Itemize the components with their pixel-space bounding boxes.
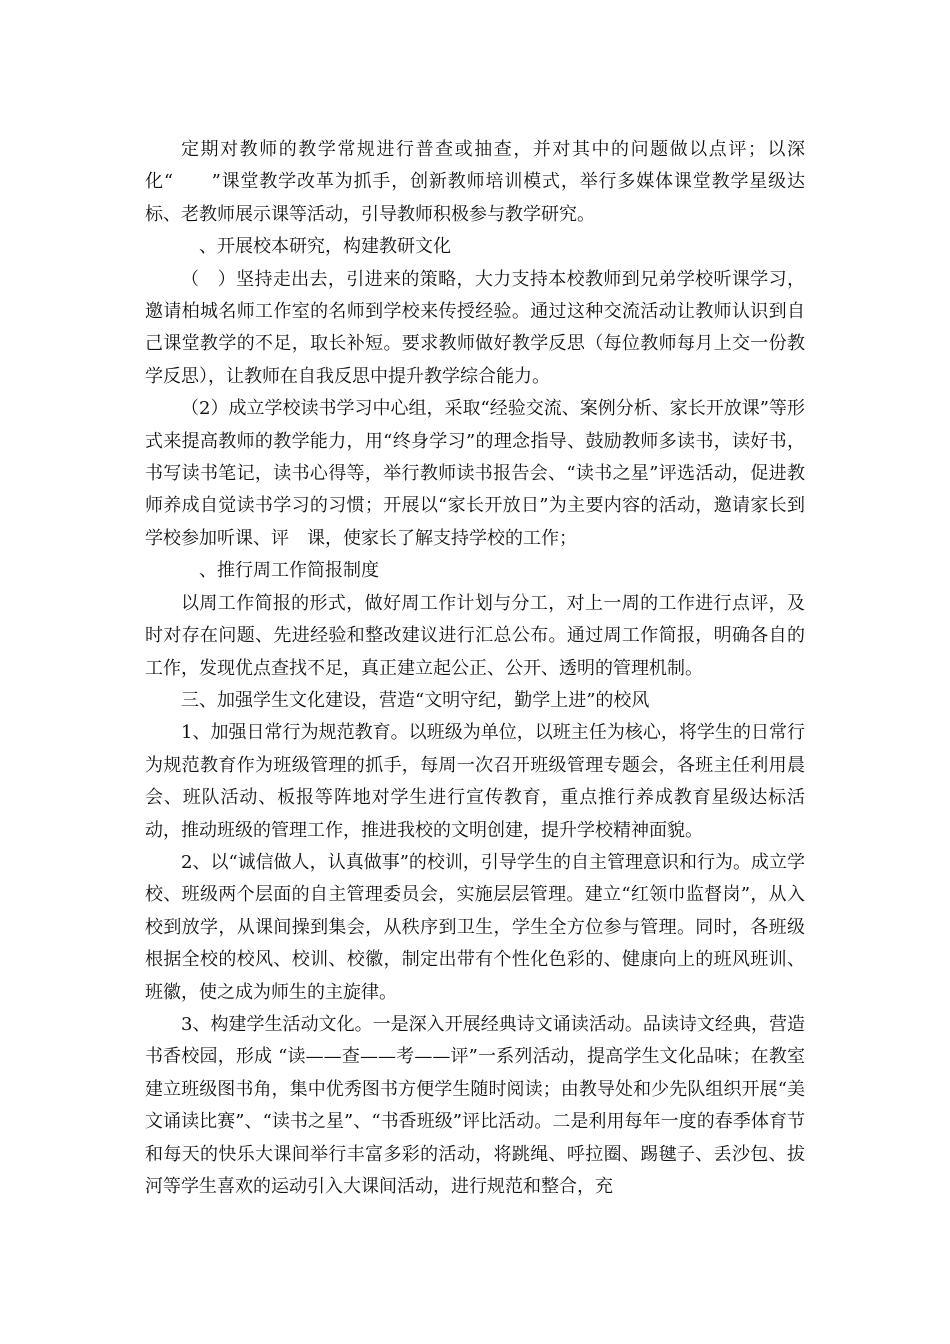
section-heading-weekly-report: 、推行周工作简报制度 xyxy=(181,560,379,582)
paragraph-student-activities: 3、构建学生活动文化。一是深入开展经典诗文诵读活动。品读诗文经典，营造书香校园，形成 “读——查——考——评”一系列活动，提高学生文化品味；在教室建立班级图书角，集中优秀图书方便学生随时阅读；由教导处和少先队组织开展“美文诵读比赛”、“读书之星”、“书香班级”评比活动。二是利用每年一度的春季体育节和每天的快乐大课间举行丰富多彩的活动，将跳绳、呼拉圈、踢毽子、丢沙包、拔河等学生喜欢的运动引入大课间活动，进行规范和整合，充 xyxy=(145,1013,805,1197)
section-heading-school-research: 、开展校本研究，构建教研文化 xyxy=(181,236,451,258)
paragraph-go-out-bring-in: （ ）坚持走出去，引进来的策略，大力支持本校教师到兄弟学校听课学习，邀请柏城名师工作室的名师到学校来传授经验。通过这种交流活动让教师认识到自己课堂教学的不足，取长补短。要求教师做好教学反思（每位教师每月上交一份教学反思），让教师在自我反思中提升教学综合能力。 xyxy=(145,268,805,387)
paragraph-school-motto: 2、以“诚信做人，认真做事”的校训，引导学生的自主管理意识和行为。成立学校、班级两个层面的自主管理委员会，实施层层管理。建立“红领巾监督岗”，从入校到放学，从课间操到集会，从秩序到卫生，学生全方位参与管理。同时，各班级根据全校的校风、校训、校徽，制定出带有个性化色彩的、健康向上的班风班训、班徽，使之成为师生的主旋律。 xyxy=(145,851,805,1003)
paragraph-reading-group: （2）成立学校读书学习中心组，采取“经验交流、案例分析、家长开放课”等形式来提高教师的教学能力，用“终身学习”的理念指导、鼓励教师多读书，读好书，书写读书笔记，读书心得等，举行教师读书报告会、“读书之星”评选活动，促进教师养成自觉读书学习的习惯；开展以“家长开放日”为主要内容的活动，邀请家长到学校参加听课、评 课，使家长了解支持学校的工作； xyxy=(145,398,805,549)
paragraph-daily-behavior: 1、加强日常行为规范教育。以班级为单位，以班主任为核心，将学生的日常行为规范教育作为班级管理的抓手，每周一次召开班级管理专题会，各班主任利用晨会、班队活动、板报等阵地对学生进行宣传教育，重点推行养成教育星级达标活动，推动班级的管理工作，推进我校的文明创建，提升学校精神面貌。 xyxy=(145,722,805,841)
document-body xyxy=(145,134,805,1203)
paragraph-weekly-report: 以周工作简报的形式，做好周工作计划与分工，对上一周的工作进行点评，及时对存在问题、先进经验和整改建议进行汇总公布。通过周工作简报，明确各自的工作，发现优点查找不足，真正建立起公正、公开、透明的管理机制。 xyxy=(145,592,805,679)
section-heading-student-culture: 三、加强学生文化建设，营造“文明守纪，勤学上进”的校风 xyxy=(181,689,650,711)
paragraph-teaching-routine: 定期对教师的教学常规进行普查或抽查，并对其中的问题做以点评；以深化“ ”课堂教学改革为抓手，创新教师培训模式，举行多媒体课堂教学星级达标、老教师展示课等活动，引导教师积极参与教学研究。 xyxy=(145,139,805,225)
